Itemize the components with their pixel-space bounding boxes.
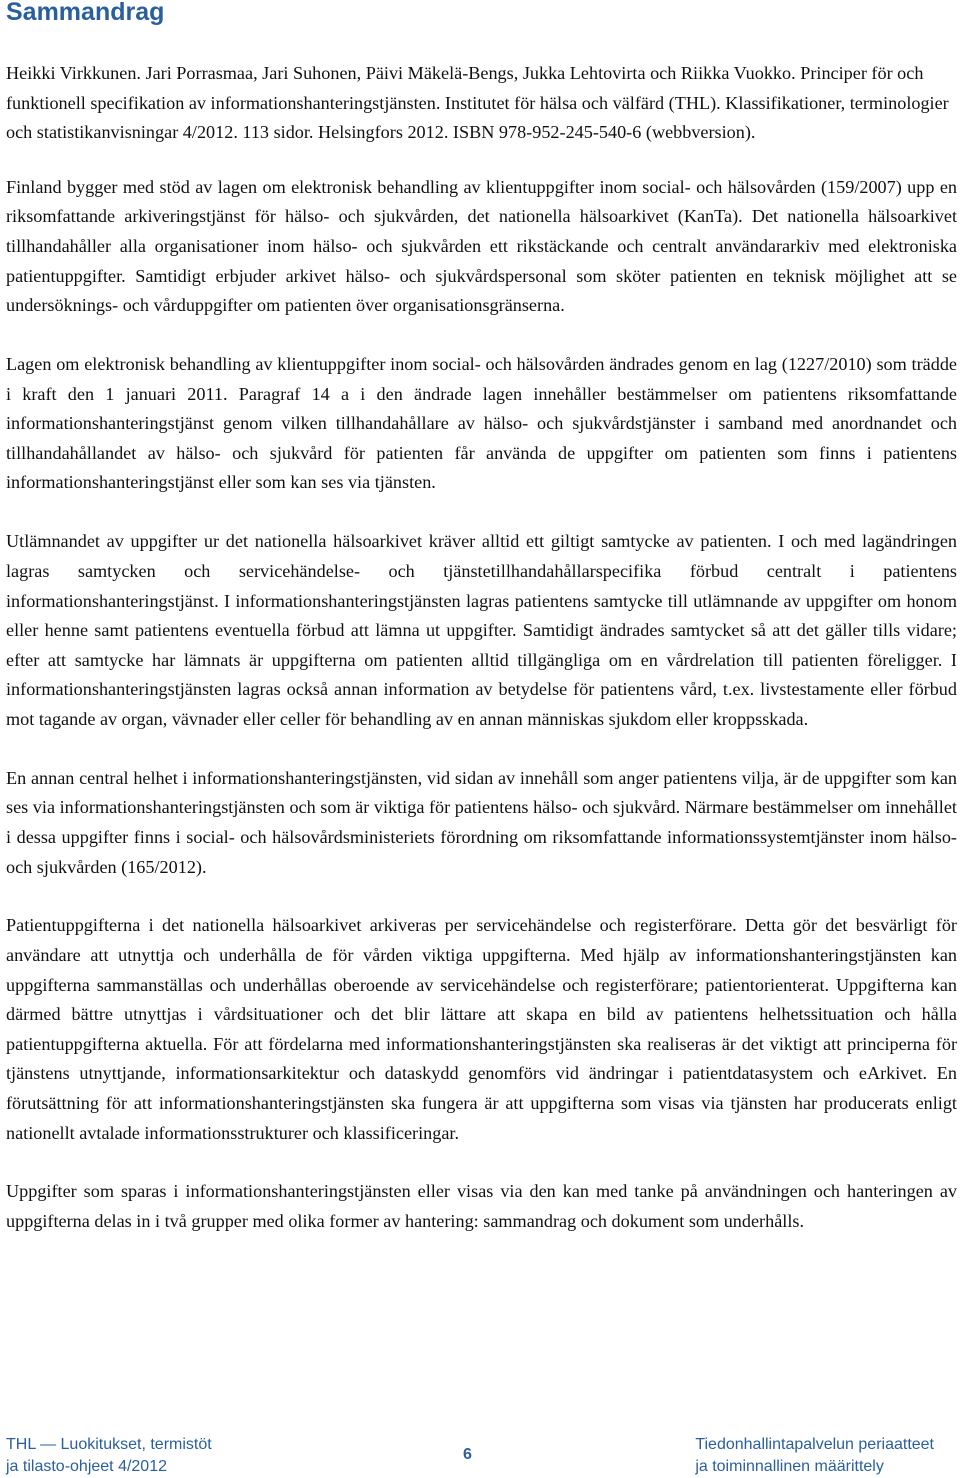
body-text bbox=[6, 59, 957, 1266]
footer-title bbox=[695, 1434, 934, 1478]
citation-paragraph: Heikki Virkkunen. Jari Porrasmaa, Jari Suhonen, Päivi Mäkelä-Bengs, Jukka Lehtovirta och Riikka Vuokko. Principer för och funktionell specifikation av informationshanteringstjänsten. Institutet för hälsa och välfärd (THL). Klassifikationer, terminologier och statistikanvisningar 4/2012. 113 sidor. Helsingfors 2012. ISBN 978-952-245-540-6 (webbversion). bbox=[6, 63, 949, 143]
body-paragraph-6: Uppgifter som sparas i informationshanteringstjänsten eller visas via den kan med tanke på användningen och hanteringen av uppgifterna delas in i två grupper med olika former av hantering: sammandrag och dokument som underhålls. bbox=[6, 1181, 957, 1232]
body-paragraph-4: En annan central helhet i informationshanteringstjänsten, vid sidan av innehåll som anger patientens vilja, är de uppgifter som kan ses via informationshanteringstjänsten och som är viktiga för patientens hälso- och sjukvård. Närmare bestämmelser om innehållet i dessa uppgifter finns i social- och hälsovårdsministeriets förordning om riksomfattande informationssystemtjänster inom hälso- och sjukvården (165/2012). bbox=[6, 767, 957, 877]
footer-publication-line-2: ja tilasto-ohjeet 4/2012 bbox=[6, 1458, 167, 1475]
body-paragraph-1: Finland bygger med stöd av lagen om elektronisk behandling av klientuppgifter inom social- och hälsovården (159/2007) upp en riksomfattande arkiveringstjänst för hälso- och sjukvården, det nationella hälsoarkivet (KanTa). Det nationella hälsoarkivet tillhandahåller alla organisationer inom hälso- och sjukvården ett rikstäckande och centralt användararkiv med elektroniska patientuppgifter. Samtidigt erbjuder arkivet hälso- och sjukvårdspersonal som sköter patienten en teknisk möjlighet att se undersöknings- och vårduppgifter om patienten över organisationsgränserna. bbox=[6, 176, 957, 316]
footer-title-line-1: Tiedonhallintapalvelun periaatteet bbox=[695, 1436, 934, 1453]
section-heading: Sammandrag bbox=[6, 0, 165, 26]
body-paragraph-2: Lagen om elektronisk behandling av klientuppgifter inom social- och hälsovården ändrades genom en lag (1227/2010) som trädde i kraft den 1 januari 2011. Paragraf 14 a i den ändrade lagen innehåller bestämmelser om patientens riksomfattande informationshanteringstjänst genom vilken tillhandahållare av hälso- och sjukvårdstjänster i samband med anordnandet och tillhandahållandet av hälso- och sjukvård för patienten får använda de uppgifter om patienten som finns i patientens informationshanteringstjänst eller som kan ses via tjänsten. bbox=[6, 354, 957, 493]
footer-publication bbox=[6, 1434, 212, 1478]
footer-title-line-2: ja toiminnallinen määrittely bbox=[695, 1458, 884, 1475]
page-number: 6 bbox=[463, 1446, 472, 1463]
footer-publication-line-1: THL — Luokitukset, termistöt bbox=[6, 1436, 212, 1453]
page-footer bbox=[0, 1428, 960, 1476]
body-paragraph-3: Utlämnandet av uppgifter ur det nationella hälsoarkivet kräver alltid ett giltigt samtycke av patienten. I och med lagändringen lagras samtycken och servicehändelse- och tjänstetillhandahållarspecifika förbud centralt i patientens informationshanteringstjänst. I informationshanteringstjänsten lagras patientens samtycke till utlämnande av uppgifter om honom eller henne samt patientens eventuella förbud att lämna ut uppgifter. Samtidigt ändrades samtycket så att det gäller tills vidare; efter att samtycke har lämnats är uppgifterna om patienten alltid tillgängliga om en vårdrelation till patienten föreligger. I informationshanteringstjänsten lagras också annan information av betydelse för patientens vård, t.ex. livstestamente eller förbud mot tagande av organ, vävnader eller celler för behandling av en annan människas sjukdom eller kroppsskada. bbox=[6, 531, 957, 729]
body-paragraph-5: Patientuppgifterna i det nationella hälsoarkivet arkiveras per servicehändelse och registerförare. Detta gör det besvärligt för användare att utnyttja och underhålla de för vården viktiga uppgifterna. Med hjälp av informationshanteringstjänsten kan uppgifterna sammanställas och underhållas oberoende av servicehändelse och registerförare; patientorienterat. Uppgifterna kan därmed bättre utnyttjas i vårdsituationer och det blir lättare att skapa en bild av patientens helhetssituation och hålla patientuppgifterna aktuella. För att fördelarna med informationshanteringstjänsten ska realiseras är det viktigt att principerna för tjänstens utnyttjande, informationsarkitektur och dataskydd genomförs vid ändringar i patientdatasystem och eArkivet. En förutsättning för att informationshanteringstjänsten ska fungera är att uppgifterna som visas via tjänsten har producerats enligt nationellt avtalade informationsstrukturer och klassificeringar. bbox=[6, 915, 957, 1143]
